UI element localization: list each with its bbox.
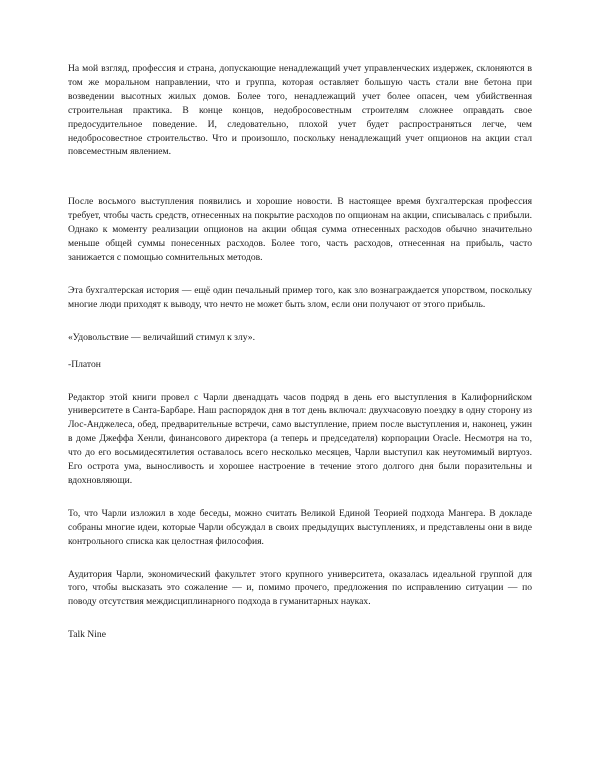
paragraph-grand-unified-theory: То, что Чарли изложил в ходе беседы, можно считать Великой Единой Теорией подхода Мангера. В докладе собраны многие идеи, которые Чарли обсуждал в своих предыдущих выступлениях, и представлены они в виде контрольного списка как целостная философия.	[68, 507, 532, 547]
paragraph-editor-day: Редактор этой книги провел с Чарли двенадцать часов подряд в день его выступления в Калифорнийском университете в Санта-Барбаре. Наш распорядок дня в тот день включал: двухчасовую поездку в одну сторону из Лос-Анджелеса, обед, предварительные встречи, само выступление, прием после выступления и, наконец, ужин в доме Джеффа Хенли, финансового директора (а теперь и председателя) корпорации Oracle. Несмотря на то, что до его восьмидесятилетия оставалось всего несколько месяцев, Чарли выступил как неутомимый виртуоз. Его острота ума, выносливость и хорошее настроение в течение этого долгого дня были поразительны и вдохновляющи.	[68, 391, 532, 486]
block-spacer	[68, 265, 532, 284]
label-talk-nine: Talk Nine	[68, 629, 106, 641]
paragraph-audience-economics: Аудитория Чарли, экономический факультет этого крупного университета, оказалась идеальной группой для того, чтобы высказать это сожаление — и, помимо прочего, предложения по исправлению ситуации — по поводу отсутствия междисциплинарного подхода в гуманитарных науках.	[68, 568, 532, 608]
block-spacer	[68, 488, 532, 507]
block-spacer	[68, 159, 532, 195]
block-spacer	[68, 312, 532, 331]
paragraph-evil-rewarded: Эта бухгалтерская история — ещё один печальный пример того, как зло вознаграждается упорством, поскольку многие люди приходят к выводу, что нечто не может быть злом, если они получают от этого прибыль.	[68, 284, 532, 310]
block-spacer	[68, 549, 532, 568]
paragraph-good-news: После восьмого выступления появились и хорошие новости. В настоящее время бухгалтерская профессия требует, чтобы часть средств, отнесенных на покрытие расходов по опционам на акции, списывалась с прибыли. Однако к моменту реализации опционов на акции общая сумма отнесенных расходов обычно значительно меньше общей суммы понесенных расходов. Более того, часть расходов, отнесенная на прибыль, часто занижается с помощью сомнительных методов.	[68, 196, 532, 263]
quote-plato: «Удовольствие — величайший стимул к злу».	[68, 331, 255, 343]
attribution-plato: -Платон	[68, 358, 101, 370]
block-spacer	[68, 372, 532, 391]
text-column	[68, 62, 532, 642]
block-spacer	[68, 345, 532, 358]
block-spacer	[68, 609, 532, 628]
paragraph-accounting-morality: На мой взгляд, профессия и страна, допускающие ненадлежащий учет управленческих издержек, склоняются в том же моральном направлении, что и группа, которая оставляет большую часть стали вне бетона при возведении высотных жилых домов. Более того, ненадлежащий учет более опасен, чем убийственная строительная практика. В конце концов, недобросовестным строителям сложнее оправдать свое предосудительное поведение. И, следовательно, плохой учет будет распространяться легче, чем недобросовестное строительство. Что и произошло, поскольку ненадлежащий учет опционов на акции стал повсеместным явлением.	[68, 63, 532, 158]
